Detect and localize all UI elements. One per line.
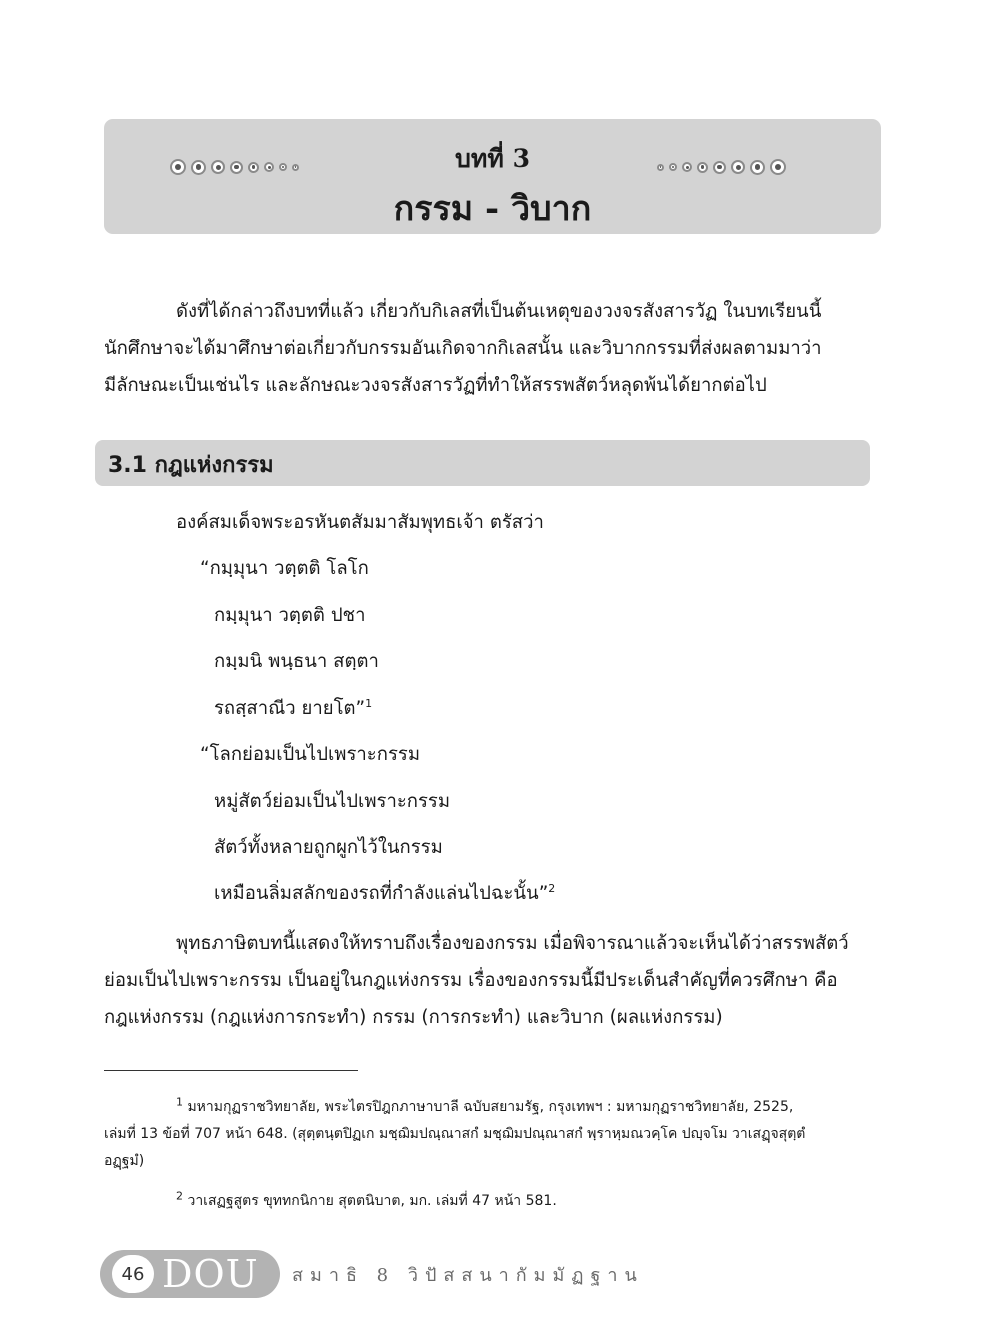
pali-verse-text: รถสฺสาณีว ยายโต” [214,698,366,719]
thai-verse-line-last [214,879,555,908]
paragraph-line: นักศึกษาจะได้มาศึกษาต่อเกี่ยวกับกรรมอันเกิดจากกิเลสนั้น และวิบากกรรมที่ส่งผลตามมาว่า [104,338,822,359]
chapter-title: กรรม - วิบาก [393,189,592,229]
footnote-line: อฏฺฐมํ) [104,1153,145,1169]
chapter-banner [104,119,881,234]
quote-intro: องค์สมเด็จพระอรหันตสัมมาสัมพุทธเจ้า ตรัสว่า [176,512,544,533]
footnote-divider [104,1070,358,1071]
footnote-line [104,1188,882,1215]
pali-verse-line: กมฺมนิ พนฺธนา สตฺตา [214,651,379,672]
intro-paragraph [104,293,882,404]
pali-verse-line: กมฺมุนา วตฺตติ ปชา [214,605,366,626]
dot-ornament [713,161,726,174]
pali-verse-line: “กมฺมุนา วตฺตติ โลโก [200,558,369,579]
pali-verse-line-last [214,694,372,723]
footnote-line [104,1094,882,1121]
footnote-text: วาเสฏฐสูตร ขุททกนิกาย สุตตนิบาต, มก. เล่มที่ 47 หน้า 581. [187,1193,557,1209]
paragraph-line: พุทธภาษิตบทนี้แสดงให้ทราบถึงเรื่องของกรรม เมื่อพิจารณาแล้วจะเห็นได้ว่าสรรพสัตว์ [176,933,849,954]
thai-verse-line: “โลกย่อมเป็นไปเพราะกรรม [200,744,421,765]
footnote-mark: 2 [176,1189,183,1203]
page-footer [100,1249,644,1299]
dou-logo: DOU [162,1252,259,1296]
footnote-1 [104,1094,882,1175]
page-badge [100,1250,280,1298]
thai-verse-line: สัตว์ทั้งหลายถูกผูกไว้ในกรรม [214,837,443,858]
footnote-text: มหามกุฏราชวิทยาลัย, พระไตรปิฎกภาษาบาลี ฉบับสยามรัฐ, กรุงเทพฯ : มหามกุฏราชวิทยาลัย, 2525, [187,1099,794,1115]
paragraph-line: ย่อมเป็นไปเพราะกรรม เป็นอยู่ในกฎแห่งกรรม เรื่องของกรรมนี้มีประเด็นสำคัญที่ควรศึกษา คือ [104,970,838,991]
dot-ornament [697,162,708,173]
dot-ornament [750,160,765,175]
page-number: 46 [112,1255,154,1293]
paragraph-line: กฎแห่งกรรม (กฎแห่งการกระทำ) กรรม (การกระทำ) และวิบาก (ผลแห่งกรรม) [104,1007,723,1028]
footnote-mark: 1 [176,1095,183,1109]
dot-ornament [770,159,786,175]
chapter-number: บทที่ 3 [455,144,530,173]
book-title: สมาธิ 8 วิปัสสนากัมมัฏฐาน [292,1264,644,1286]
footnote-reference[interactable]: 1 [365,696,373,710]
paragraph-line: มีลักษณะเป็นเช่นไร และลักษณะวงจรสังสารวัฏที่ทำให้สรรพสัตว์หลุดพ้นได้ยากต่อไป [104,375,767,396]
dot-ornament [682,162,692,172]
paragraph-line: ดังที่ได้กล่าวถึงบทที่แล้ว เกี่ยวกับกิเลสที่เป็นต้นเหตุของวงจรสังสารวัฏ ในบทเรียนนี้ [176,301,822,322]
dot-ornament [657,164,664,171]
section-heading: 3.1 กฎแห่งกรรม [108,453,274,478]
footnote-2 [104,1188,882,1215]
decorative-dots-right [657,159,786,175]
explanation-paragraph [104,925,882,1036]
footnote-reference[interactable]: 2 [548,881,556,895]
dot-ornament [731,160,745,174]
footnote-line: เล่มที่ 13 ข้อที่ 707 หน้า 648. (สุตฺตนฺตปิฏเก มชฺฌิมปณฺณาสกํ มชฺฌิมปณฺณาสกํ พฺราหฺมณวคฺโค ปญฺจโม วาเสฏฺจสุตฺตํ [104,1126,806,1142]
section-heading-bar [95,440,870,486]
dot-ornament [669,163,677,171]
thai-verse-line: หมู่สัตว์ย่อมเป็นไปเพราะกรรม [214,791,451,812]
thai-verse-text: เหมือนลิ่มสลักของรถที่กำลังแล่นไปฉะนั้น” [214,883,549,904]
